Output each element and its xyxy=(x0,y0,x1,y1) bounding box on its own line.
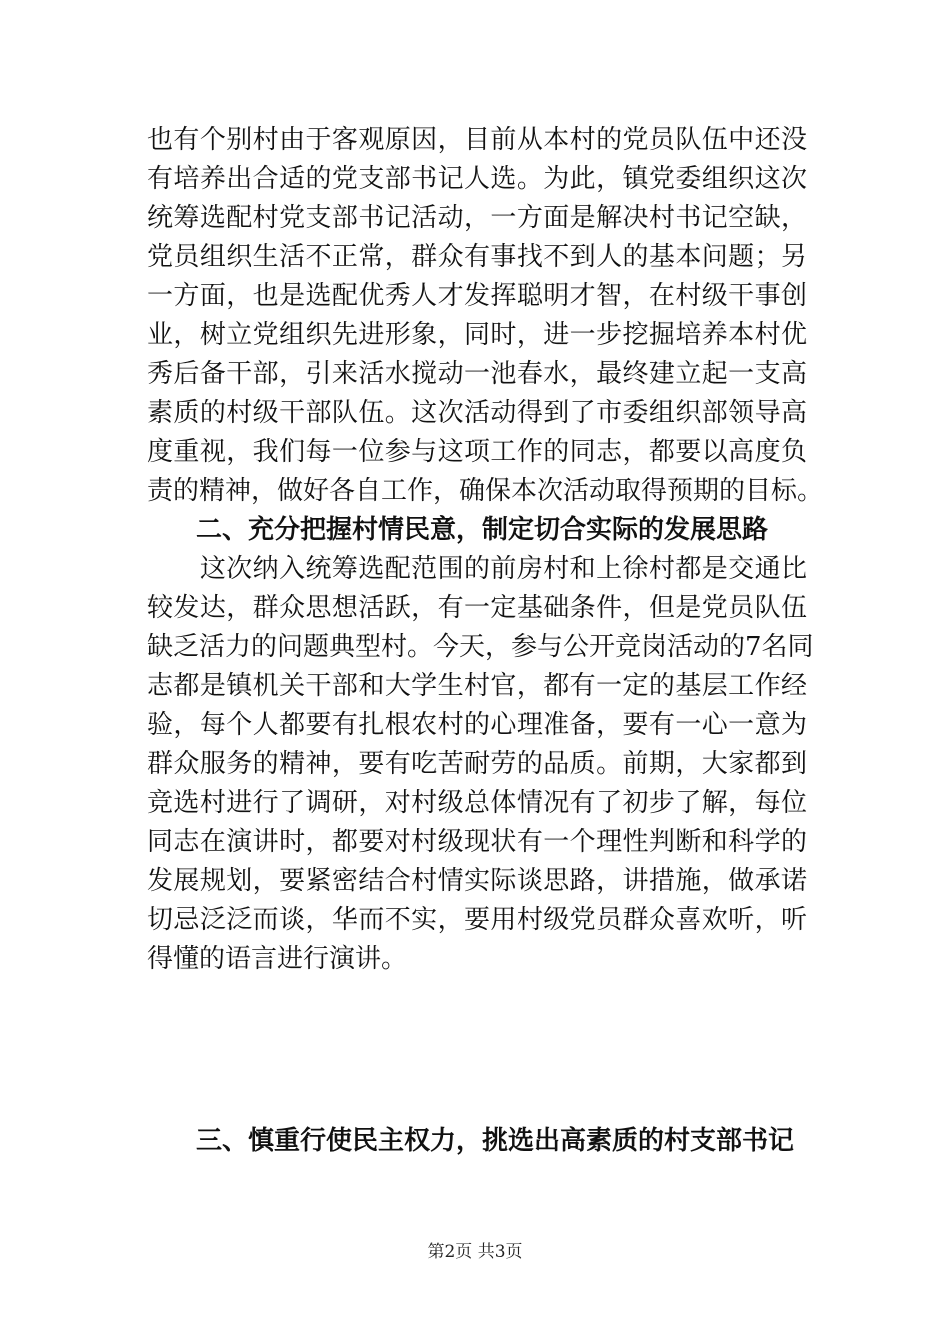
body-text-line: 秀后备干部，引来活水搅动一池春水，最终建立起一支高 xyxy=(147,359,807,389)
body-text-line: 志都是镇机关干部和大学生村官，都有一定的基层工作经 xyxy=(147,671,807,701)
body-text-line: 素质的村级干部队伍。这次活动得到了市委组织部领导高 xyxy=(147,398,807,428)
body-text-line: 也有个别村由于客观原因，目前从本村的党员队伍中还没 xyxy=(147,125,807,155)
body-text-line: 业，树立党组织先进形象，同时，进一步挖掘培养本村优 xyxy=(147,320,807,350)
body-text-line: 发展规划，要紧密结合村情实际谈思路，讲措施，做承诺 xyxy=(147,866,807,896)
body-text-line: 统筹选配村党支部书记活动，一方面是解决村书记空缺， xyxy=(147,203,807,233)
section-heading-2: 二、充分把握村情民意，制定切合实际的发展思路 xyxy=(196,515,769,545)
body-text-line: 切忌泛泛而谈，华而不实，要用村级党员群众喜欢听，听 xyxy=(147,905,807,935)
body-text-line: 缺乏活力的问题典型村。今天，参与公开竞岗活动的7名同 xyxy=(147,632,814,662)
body-text-line: 验，每个人都要有扎根农村的心理准备，要有一心一意为 xyxy=(147,710,807,740)
body-text-line: 度重视，我们每一位参与这项工作的同志，都要以高度负 xyxy=(147,437,807,467)
body-text-line: 责的精神，做好各自工作，确保本次活动取得预期的目标。 xyxy=(147,476,824,506)
body-text-line: 党员组织生活不正常，群众有事找不到人的基本问题；另 xyxy=(147,242,807,272)
body-text-line: 一方面，也是选配优秀人才发挥聪明才智，在村级干事创 xyxy=(147,281,807,311)
body-text-line: 得懂的语言进行演讲。 xyxy=(147,944,408,974)
body-text-line: 这次纳入统筹选配范围的前房村和上徐村都是交通比 xyxy=(147,554,807,584)
page-number-footer: 第2页 共3页 xyxy=(427,1242,523,1262)
body-text-line: 有培养出合适的党支部书记人选。为此，镇党委组织这次 xyxy=(147,164,807,194)
body-text-line: 群众服务的精神，要有吃苦耐劳的品质。前期，大家都到 xyxy=(147,749,807,779)
body-text-line: 竞选村进行了调研，对村级总体情况有了初步了解，每位 xyxy=(147,788,807,818)
body-text-line: 较发达，群众思想活跃，有一定基础条件，但是党员队伍 xyxy=(147,593,807,623)
body-text-line: 同志在演讲时，都要对村级现状有一个理性判断和科学的 xyxy=(147,827,807,857)
section-heading-3: 三、慎重行使民主权力，挑选出高素质的村支部书记 xyxy=(196,1126,795,1156)
